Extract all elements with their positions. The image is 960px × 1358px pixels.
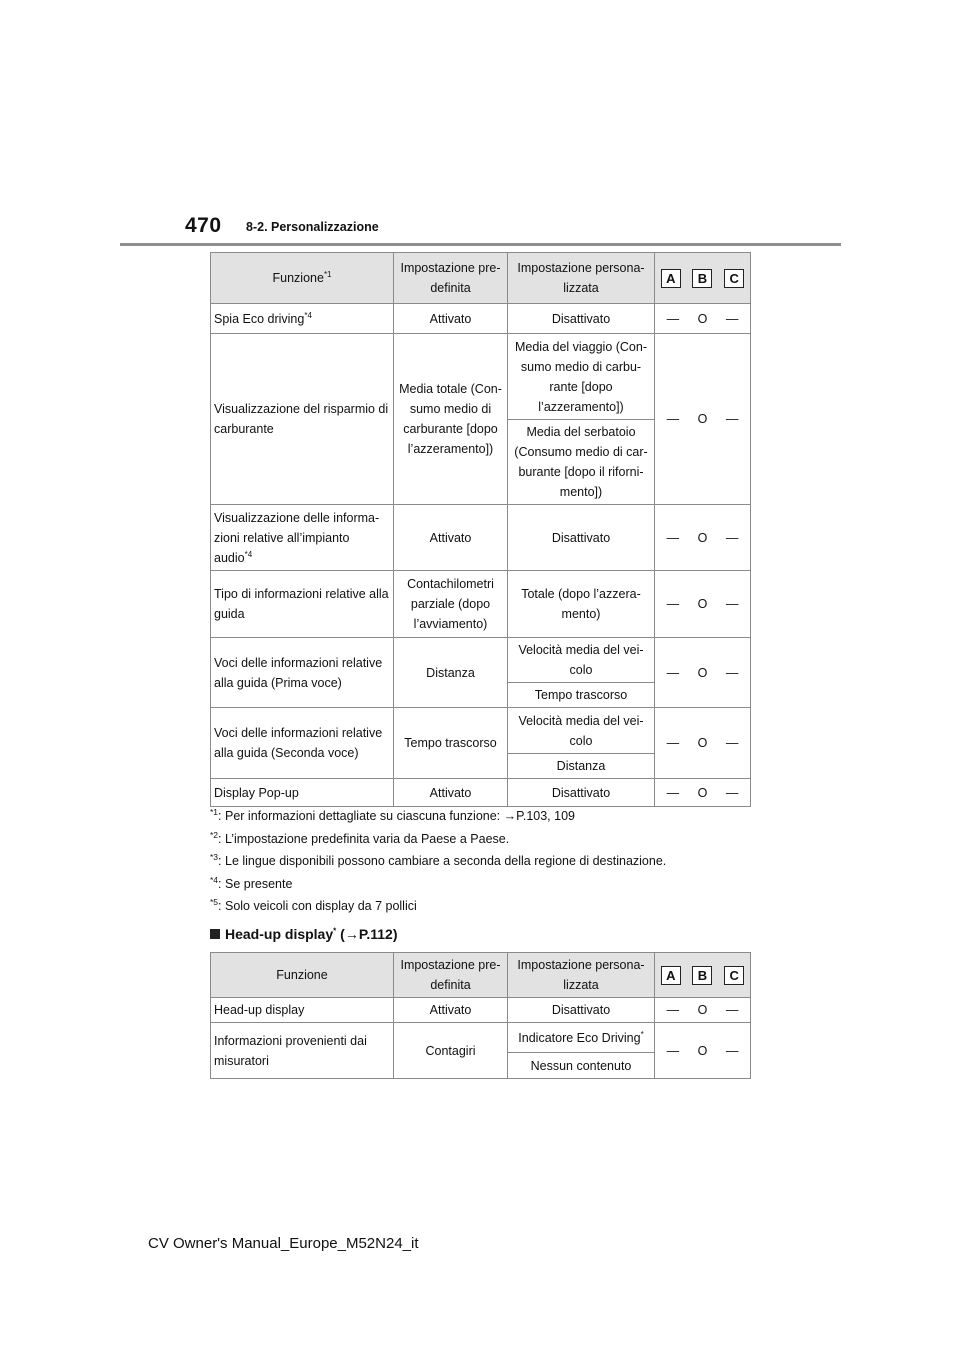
cell-custom: Velocità media del vei-colo <box>508 708 655 754</box>
cell-custom: Velocità media del vei-colo <box>508 638 655 683</box>
cell-abc: — O — <box>655 708 751 779</box>
cell-custom: Disattivato <box>508 779 655 807</box>
cell-function: Tipo di informazioni relative alla guida <box>211 571 394 638</box>
letter-b-icon: B <box>692 966 712 985</box>
cell-abc: — O — <box>655 334 751 505</box>
table-row <box>211 638 751 683</box>
header-custom: Impostazione persona-lizzata <box>508 253 655 304</box>
cell-function: Visualizzazione del risparmio di carburante <box>211 334 394 505</box>
cell-function: Spia Eco driving$^{*4}$ <box>211 304 394 334</box>
cell-custom: Totale (dopo l’azzera-mento) <box>508 571 655 638</box>
cell-custom-alt: Tempo trascorso <box>508 683 655 708</box>
letter-a-icon: A <box>661 269 681 288</box>
cell-custom: Disattivato <box>508 998 655 1023</box>
cell-function: Visualizzazione delle informa-zioni relative all’impianto audio$^{*4}$ <box>211 505 394 571</box>
letter-a-icon: A <box>661 966 681 985</box>
table-row <box>211 998 751 1023</box>
footnote: $^{*2}$: L’impostazione predefinita varia da Paese a Paese. <box>210 829 510 846</box>
cell-abc: — O — <box>655 304 751 334</box>
header-function: Funzione$^{*1}$ <box>211 253 394 304</box>
page-number: 470 <box>185 214 222 237</box>
section-heading: Head-up display* (→P.112) <box>210 926 398 942</box>
cell-function: Informazioni provenienti dai misuratori <box>211 1023 394 1079</box>
cell-custom: Indicatore Eco Driving* <box>508 1023 655 1053</box>
header-abc <box>655 253 751 304</box>
cell-default: Contachilometri parziale (dopo l’avviamento) <box>394 571 508 638</box>
footnote: $^{*4}$: Se presente <box>210 874 293 891</box>
cell-default: Attivato <box>394 505 508 571</box>
page-reference-link[interactable]: (→P.112) <box>340 926 398 942</box>
footnotes <box>210 805 770 918</box>
bullet-square-icon <box>210 929 220 939</box>
footnote: $^{*1}$: Per informazioni dettagliate su ciascuna funzione: →P.103, 109 <box>210 806 575 823</box>
cell-default: Media totale (Con-sumo medio di carburante [dopo l’azzeramento]) <box>394 334 508 505</box>
letter-b-icon: B <box>692 269 712 288</box>
header-abc <box>655 953 751 998</box>
cell-function: Display Pop-up <box>211 779 394 807</box>
cell-default: Tempo trascorso <box>394 708 508 779</box>
cell-custom-alt: Media del serbatoio (Consumo medio di car-burante [dopo il riforni-mento]) <box>508 420 655 505</box>
table-row <box>211 1023 751 1053</box>
head-up-display-table <box>210 952 751 1079</box>
cell-default: Distanza <box>394 638 508 708</box>
letter-c-icon: C <box>724 269 744 288</box>
table-row <box>211 304 751 334</box>
header-divider <box>120 243 841 246</box>
table-row <box>211 505 751 571</box>
cell-abc: — O — <box>655 779 751 807</box>
cell-custom-alt: Nessun contenuto <box>508 1053 655 1079</box>
cell-abc: — O — <box>655 505 751 571</box>
table-row <box>211 334 751 420</box>
header-default: Impostazione pre-definita <box>394 253 508 304</box>
cell-abc: — O — <box>655 638 751 708</box>
cell-custom: Disattivato <box>508 304 655 334</box>
cell-abc: — O — <box>655 571 751 638</box>
cell-abc: — O — <box>655 1023 751 1079</box>
cell-custom: Disattivato <box>508 505 655 571</box>
footnote: $^{*3}$: Le lingue disponibili possono cambiare a seconda della regione di destinazione. <box>210 852 667 869</box>
header-default: Impostazione pre-definita <box>394 953 508 998</box>
footnote: $^{*5}$: Solo veicoli con display da 7 pollici <box>210 897 417 914</box>
letter-c-icon: C <box>724 966 744 985</box>
header-custom: Impostazione persona-lizzata <box>508 953 655 998</box>
header-function: Funzione <box>211 953 394 998</box>
table-header-row <box>211 253 751 304</box>
footer-text: CV Owner's Manual_Europe_M52N24_it <box>148 1235 419 1252</box>
section-title: 8-2. Personalizzazione <box>246 220 379 234</box>
cell-default: Contagiri <box>394 1023 508 1079</box>
cell-function: Voci delle informazioni relative alla guida (Seconda voce) <box>211 708 394 779</box>
cell-custom: Media del viaggio (Con-sumo medio di carbu-rante [dopo l’azzeramento]) <box>508 334 655 420</box>
table-row <box>211 571 751 638</box>
table-row <box>211 779 751 807</box>
table-row <box>211 708 751 754</box>
table-header-row <box>211 953 751 998</box>
cell-abc: — O — <box>655 998 751 1023</box>
cell-default: Attivato <box>394 998 508 1023</box>
cell-function: Voci delle informazioni relative alla guida (Prima voce) <box>211 638 394 708</box>
cell-function: Head-up display <box>211 998 394 1023</box>
customization-table <box>210 252 751 807</box>
cell-custom-alt: Distanza <box>508 754 655 779</box>
cell-default: Attivato <box>394 304 508 334</box>
cell-default: Attivato <box>394 779 508 807</box>
